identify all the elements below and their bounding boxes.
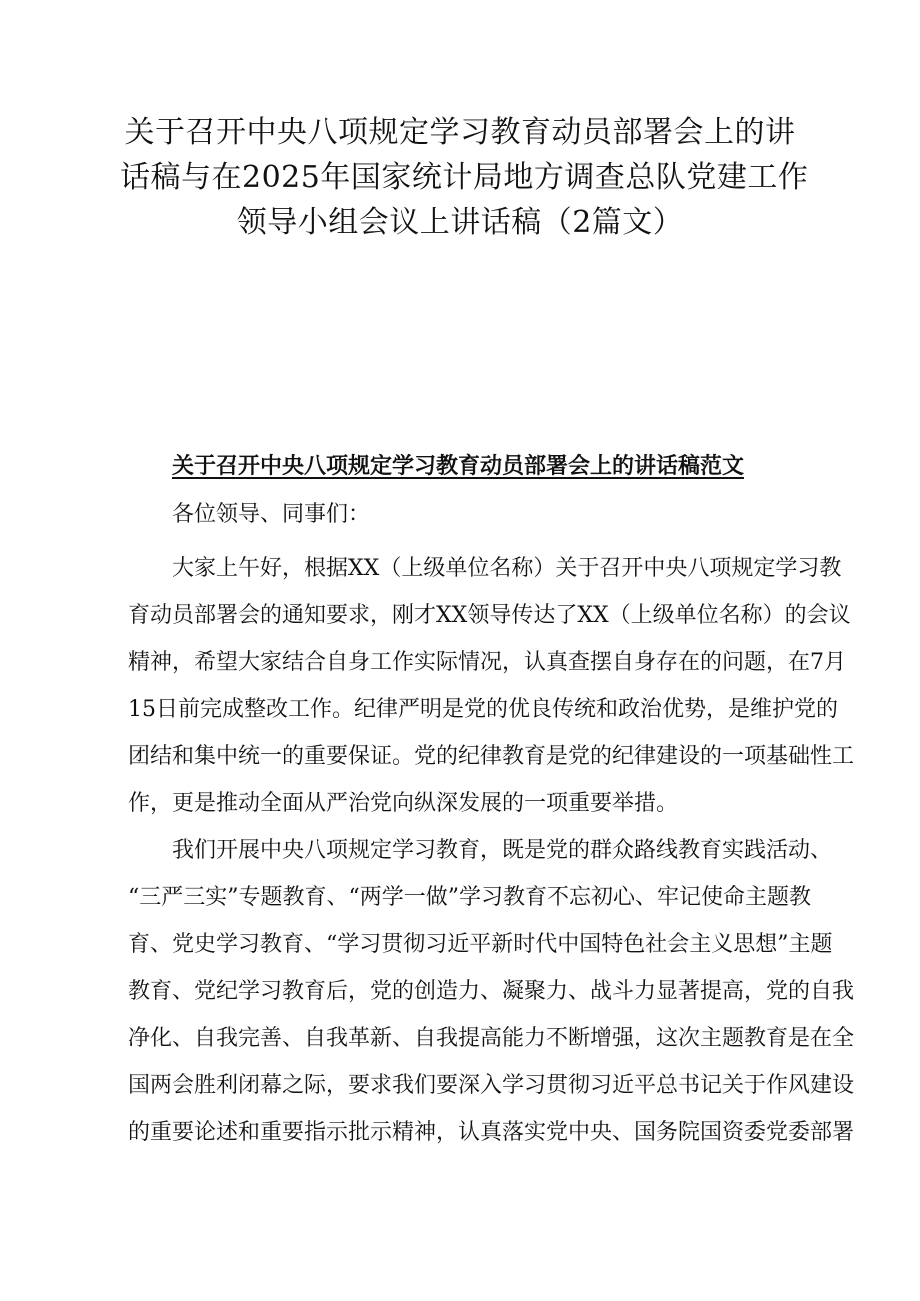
paragraph-line: 净化、自我完善、自我革新、自我提高能力不断增强，这次主题教育是在全: [128, 1026, 855, 1051]
paragraph-line: 的重要论述和重要指示批示精神，认真落实党中央、国务院国资委党委部署: [128, 1120, 855, 1145]
paragraph-line: 15日前完成整改工作。纪律严明是党的优良传统和政治优势，是维护党的: [128, 697, 838, 722]
paragraph-line: “三严三实”专题教育、“两学一做”学习教育不忘初心、牢记使命主题教: [128, 885, 811, 910]
section-title: 关于召开中央八项规定学习教育动员部署会上的讲话稿范文: [172, 454, 745, 479]
paragraph-line: 团结和集中统一的重要保证。党的纪律教育是党的纪律建设的一项基础性工: [128, 744, 855, 769]
paragraph-line: 育、党史学习教育、“学习贯彻习近平新时代中国特色社会主义思想”主题: [128, 932, 833, 957]
paragraph-line: 国两会胜利闭幕之际，要求我们要深入学习贯彻习近平总书记关于作风建设: [128, 1073, 855, 1098]
paragraph-line: 我们开展中央八项规定学习教育，既是党的群众路线教育实践活动、: [172, 838, 833, 863]
body-text: [128, 545, 855, 1156]
greeting: 各位领导、同事们：: [172, 502, 371, 527]
paragraph-line: 作，更是推动全面从严治党向纵深发展的一项重要举措。: [128, 791, 679, 816]
document-title-line: 关于召开中央八项规定学习教育动员部署会上的讲: [124, 115, 796, 150]
document-title: [120, 110, 809, 245]
document-title-line: 话稿与在2025年国家统计局地方调查总队党建工作: [120, 160, 809, 195]
paragraph-line: 精神，希望大家结合自身工作实际情况，认真查摆自身存在的问题，在7月: [128, 650, 846, 675]
document-title-line: 领导小组会议上讲话稿（2篇文）: [236, 205, 684, 240]
paragraph-line: 教育、党纪学习教育后，党的创造力、凝聚力、战斗力显著提高，党的自我: [128, 979, 855, 1004]
paragraph-line: 育动员部署会的通知要求，刚才XX领导传达了XX（上级单位名称）的会议: [128, 603, 851, 628]
paragraph-line: 大家上午好，根据XX（上级单位名称）关于召开中央八项规定学习教: [172, 556, 842, 581]
